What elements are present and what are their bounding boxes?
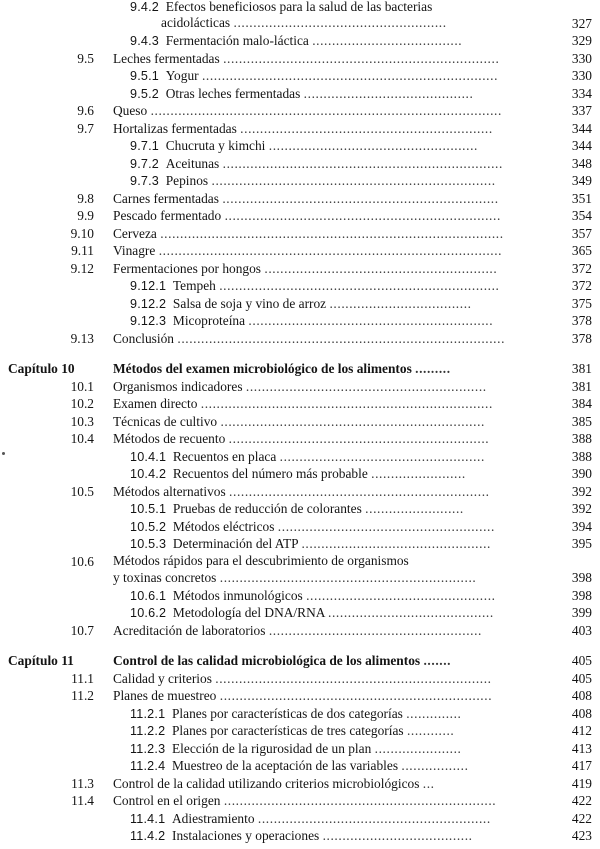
entry-title-continued: y toxinas concretos [113,569,217,585]
toc-chapter-entry [0,652,600,670]
page-number: 385 [571,413,592,429]
page-number: 330 [571,68,592,83]
entry-title-block [130,312,493,331]
entry-title: Salsa de soja y vino de arroz [172,295,327,311]
subsection-number: 9.4.3 [130,34,160,48]
dot-leader: ........................................................................... [201,68,499,83]
dot-leader: ...................................................................... [222,190,499,206]
dot-leader: .................................................... [279,448,485,464]
page-number: 334 [571,85,592,101]
entry-title: Pescado fermentado [113,208,222,223]
entry-title-block [130,155,503,174]
page-number: 398 [571,570,592,585]
entry-title-block [113,225,504,243]
toc-entry [0,722,600,740]
section-number: 11.4 [71,793,94,808]
entry-title-block [130,705,462,724]
entry-title-block [113,378,487,396]
page-number: 405 [571,653,592,668]
section-number: 11.2 [71,688,94,703]
scan-speck [2,452,5,455]
dot-leader: ....................................................................................... [158,243,503,258]
page-number: 423 [571,828,592,843]
entry-title: Vinagre [113,243,156,258]
entry-title-block [130,0,447,32]
page-number: 422 [571,810,592,826]
section-number: 11.1 [71,670,94,686]
dot-leader: ....................................................................... [222,155,503,171]
entry-title: Micoproteína [172,313,246,328]
subsection-number: 9.12.3 [130,314,167,328]
entry-title-block [130,67,498,86]
dot-leader: .................................................................. [228,431,490,446]
entry-title-block [113,652,451,670]
page-number: 351 [571,190,592,206]
entry-title: Métodos rápidos para el descubrimiento de organismos [113,553,409,568]
toc-entry [0,378,600,396]
toc-entry [0,312,600,330]
page-number: 390 [571,466,592,481]
page-number: 365 [571,243,592,258]
entry-title: Control de la calidad utilizando criterios microbiológicos [113,775,420,791]
entry-title: Hortalizas fermentadas [113,120,237,136]
section-number: 9.12 [70,260,94,276]
section-number: 10.1 [70,378,94,394]
entry-title: Fermentaciones por hongos [113,260,262,276]
entry-title: Metodología del DNA/RNA [172,605,325,620]
entry-title-block [113,207,501,225]
entry-title: Calidad y criterios [113,670,212,686]
dot-leader: ............ [406,723,455,738]
dot-leader: ...................................................................... [223,50,500,66]
entry-title-block [130,740,462,759]
entry-title: Yogur [165,68,199,83]
entry-title: Efectos beneficiosos para la salud de las bacterias [165,0,433,14]
page-number: 413 [571,740,592,756]
entry-title-block [113,395,493,413]
entry-title: Métodos de recuento [113,431,226,446]
dot-leader: ........................................................... [264,260,498,276]
subsection-number: 11.4.1 [130,811,166,826]
entry-title-block [130,827,473,846]
dot-leader: ....................................................................... [219,278,500,293]
toc-entry [0,687,600,705]
toc-entry [0,242,600,260]
toc-entry [0,604,600,622]
toc-entry [0,120,600,138]
page-number: 372 [571,278,592,293]
page-number: 348 [571,155,592,171]
subsection-number: 9.5.2 [130,86,160,101]
section-number: 9.8 [77,190,94,206]
page-number: 394 [571,518,592,534]
chapter-label: Capítulo 11 [8,653,74,668]
dot-leader: ...................................................................... [224,208,501,223]
toc-entry [0,483,600,501]
section-number: 10.4 [70,431,94,446]
entry-title: Cerveza [113,225,157,241]
toc-entry [0,85,600,103]
dot-leader: ......................... [365,501,464,516]
entry-title-block [113,190,499,208]
dot-leader: ................................................ [301,536,491,551]
entry-title: Elección de la rigurosidad de un plan [171,740,372,756]
entry-title: Control en el origen [113,793,221,808]
dot-leader: ....... [423,653,452,668]
page-number: 399 [571,605,592,620]
entry-title-block [113,792,496,810]
entry-title: Métodos inmunológicos [172,587,303,603]
dot-leader: ...................................................... [233,15,447,30]
toc-entry [0,50,600,68]
toc-entry [0,810,600,828]
toc-entry [0,260,600,278]
subsection-number: 9.7.2 [130,156,160,171]
dot-leader: ......... [415,361,451,376]
subsection-number: 11.2.2 [130,724,166,738]
dot-leader: ...................................................................... [215,670,492,686]
dot-leader: ................................................................. [219,569,477,585]
dot-leader: ................................................................... [220,413,485,429]
entry-title: Aceitunas [165,155,220,171]
page-number: 349 [571,173,592,188]
chapter-label: Capítulo 10 [8,361,75,376]
entry-title-block [130,810,491,829]
entry-title: Planes de muestreo [113,688,217,703]
toc-entry [0,553,600,587]
entry-title: Tempeh [172,278,216,293]
dot-leader: ...................................... [312,33,463,48]
entry-title-block [130,535,491,554]
section-number: 9.13 [70,330,94,346]
entry-title: Recuentos en placa [172,448,277,464]
toc-entry [0,622,600,640]
dot-leader: ........................................... [303,85,474,101]
entry-title-block [113,670,492,688]
entry-title: Métodos eléctricos [172,518,275,534]
entry-title-block [130,500,464,519]
page-number: 405 [571,670,592,686]
toc-entry [0,670,600,688]
subsection-number: 10.5.1 [130,502,167,516]
section-number: 10.5 [70,483,94,499]
dot-leader: ...................... [374,740,462,756]
toc-entry [0,500,600,518]
entry-title-block [130,587,496,606]
toc-chapter-entry [0,360,600,378]
entry-title: Queso [113,103,148,118]
entry-title: Planes por características de dos categorías [171,705,403,721]
subsection-number: 10.4.1 [130,449,167,464]
dot-leader: ... [422,775,435,791]
subsection-number: 10.4.2 [130,467,167,481]
entry-title: Acreditación de laboratorios [113,622,266,638]
dot-leader: ....................................................... [277,518,495,534]
subsection-number: 11.2.1 [130,706,166,721]
entry-title: Recuentos del número más probable [172,466,368,481]
dot-leader: ..................................................................... [219,688,493,703]
page-number: 384 [571,396,592,411]
dot-leader: ......................................................................................... [150,103,502,118]
entry-title: Determinación del ATP [172,536,299,551]
toc-entry [0,137,600,155]
page-number: 329 [571,33,592,48]
section-number: 10.2 [70,396,94,411]
page-number: 388 [571,431,592,446]
dot-leader: ................................................................................... [177,330,506,346]
entry-title: Conclusión [113,330,175,346]
subsection-number: 9.12.1 [130,279,167,293]
entry-title-block [130,137,478,156]
toc-entry [0,277,600,295]
entry-title-block [113,413,485,431]
toc-entry [0,172,600,190]
page-number: 354 [571,208,592,223]
dot-leader: ...................................................... [268,622,482,638]
page-number: 392 [571,483,592,499]
toc-entry [0,225,600,243]
page-number: 344 [571,138,592,153]
page-number: 381 [571,361,592,376]
dot-leader: ....................................................................................... [160,225,504,241]
page-number: 357 [571,225,592,241]
entry-title-block [130,295,472,314]
entry-title: Métodos alternativos [113,483,226,499]
entry-title-block [113,102,502,120]
entry-title: Otras leches fermentadas [165,85,301,101]
entry-title: Leches fermentadas [113,50,220,66]
toc-entry [0,705,600,723]
toc-entry [0,32,600,50]
entry-title-block [130,85,473,104]
entry-title-continued: acidolácticas [161,15,231,30]
entry-title-block [113,622,482,640]
dot-leader: .................................................................. [229,483,490,499]
subsection-number: 11.2.4 [130,759,166,773]
entry-title: Examen directo [113,396,198,411]
toc-entry [0,0,600,32]
entry-title: Pruebas de reducción de colorantes [172,501,362,516]
section-number: 9.9 [77,208,94,223]
subsection-number: 11.2.3 [130,741,166,756]
page-number: 388 [571,448,592,464]
entry-title-block [113,553,476,586]
toc-entry [0,295,600,313]
page-number: 337 [571,103,592,118]
page-number: 398 [571,587,592,603]
entry-title-block [113,50,499,68]
page-number: 378 [571,330,592,346]
subsection-number: 9.7.3 [130,174,160,188]
toc-entry [0,740,600,758]
dot-leader: ................. [401,758,469,773]
section-number: 9.10 [70,225,94,241]
entry-title-block [130,448,485,467]
subsection-number: 9.7.1 [130,139,160,153]
page-number: 395 [571,536,592,551]
page-number: 375 [571,295,592,311]
page-number: 403 [571,622,592,638]
toc-entry [0,207,600,225]
dot-leader: ................................................................ [240,120,493,136]
subsection-number: 10.5.3 [130,537,167,551]
page-number: 378 [571,313,592,328]
toc-entry [0,792,600,810]
entry-title: Instalaciones y operaciones [171,828,320,843]
entry-title-block [113,242,502,260]
toc-entry [0,102,600,120]
section-number: 10.6 [70,553,94,569]
section-number: 9.6 [77,103,94,118]
subsection-number: 10.5.2 [130,519,167,534]
page-number: 372 [571,260,592,276]
toc-entry [0,155,600,173]
toc-entry [0,775,600,793]
dot-leader: .............. [406,705,462,721]
dot-leader: ............................................................. [245,378,487,394]
toc-entry [0,587,600,605]
entry-title: Fermentación malo-láctica [165,33,309,48]
entry-title-block [113,775,435,793]
dot-leader: .......................................... [328,605,494,620]
dot-leader: ..................................................................... [223,793,497,808]
dot-leader: .............................................................. [248,313,494,328]
dot-leader: ........................ [371,466,466,481]
toc-entry [0,535,600,553]
entry-title-block [130,32,462,51]
entry-title-block [113,430,489,448]
entry-title-block [113,687,492,705]
toc-entry [0,413,600,431]
subsection-number: 11.4.2 [130,829,166,843]
entry-title: Métodos del examen microbiológico de los alimentos [113,361,412,376]
entry-title-block [113,483,490,501]
entry-title-block [130,518,495,537]
entry-title-block [113,120,493,138]
dot-leader: ........................................................... [257,810,491,826]
section-number: 9.7 [77,120,94,136]
dot-leader: .......................................................................... [200,396,493,411]
entry-title-block [113,360,451,378]
dot-leader: ..................................................... [268,138,478,153]
entry-title: Pepinos [165,173,209,188]
entry-title: Carnes fermentadas [113,190,219,206]
page-number: 412 [571,723,592,738]
section-number: 10.7 [70,622,94,638]
entry-title: Chucruta y kimchi [165,138,266,153]
entry-title-block [130,172,496,191]
toc-entry [0,190,600,208]
page-number: 327 [571,15,592,31]
page-number: 422 [571,793,592,808]
entry-title: Organismos indicadores [113,378,243,394]
subsection-number: 10.6.2 [130,606,167,620]
toc-entry [0,395,600,413]
section-number: 11.3 [71,775,94,791]
subsection-number: 9.4.2 [130,0,160,14]
entry-title: Adiestramiento [171,810,255,826]
toc-entry [0,67,600,85]
toc-entry [0,430,600,448]
page-number: 408 [571,705,592,721]
entry-title-block [130,277,500,296]
entry-title-block [113,260,497,278]
entry-title-block [113,330,505,348]
dot-leader: ...................................... [322,828,473,843]
subsection-number: 10.6.1 [130,588,167,603]
subsection-number: 9.5.1 [130,69,160,83]
page-number: 419 [571,775,592,791]
entry-title-block [130,722,454,741]
toc-entry [0,465,600,483]
section-number: 9.5 [77,50,94,66]
toc-entry [0,330,600,348]
entry-title: Técnicas de cultivo [113,413,218,429]
toc-entry [0,518,600,536]
page-number: 408 [571,688,592,703]
entry-title-block [130,465,466,484]
entry-title: Control de las calidad microbiológica de los alimentos [113,653,421,668]
page-number: 392 [571,501,592,516]
dot-leader: .................................... [329,295,472,311]
entry-title-block [130,604,494,623]
dot-leader: ........................................................................ [211,173,496,188]
toc-entry [0,757,600,775]
page-number: 417 [571,758,592,773]
toc-entry [0,827,600,845]
toc-entry [0,448,600,466]
section-number: 10.3 [70,413,94,429]
entry-title-block [130,757,469,776]
page-number: 344 [571,120,592,136]
entry-title: Muestreo de la aceptación de las variables [171,758,399,773]
entry-title: Planes por características de tres categorías [171,723,404,738]
page-number: 381 [571,378,592,394]
page-number: 330 [571,50,592,66]
subsection-number: 9.12.2 [130,296,167,311]
section-number: 9.11 [71,243,94,258]
dot-leader: ................................................ [306,587,496,603]
